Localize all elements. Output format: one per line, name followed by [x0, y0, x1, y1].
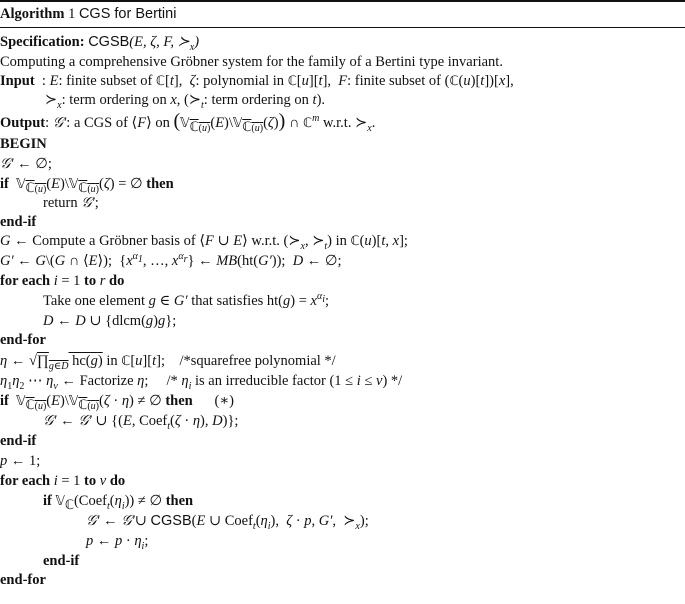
p-init-line: p ← 1; [0, 453, 41, 469]
eta-line: η ← $√\prod_{g\in D}$ hc(g) in ℂ[u][t]; /*squarefree polynomial */ [0, 353, 336, 372]
output-line: Output: 𝒢′: a CGS of ⟨F⟩ on (𝕍$_{ℂ(u)}$(E)\𝕍$_{ℂ(u)}$(ζ)) ∩ ℂ$^m$ w.r.t. $≻_x$. [0, 110, 376, 135]
if-line-2: if 𝕍$_{ℂ(u)}$(E)\𝕍$_{ℂ(u)}$(ζ · η) ≠ ∅ then (∗) [0, 393, 234, 413]
end-for-1: end-for [0, 332, 46, 348]
end-if-1: end-if [0, 214, 37, 230]
take-element-line: Take one element g ∈ G′ that satisfies $ht(g) = x^{\alpha_i}$; [43, 291, 330, 309]
specification-label: Specification: [0, 34, 85, 50]
output-label: Output [0, 115, 46, 131]
algorithm-number: 1 [68, 6, 76, 22]
algorithm-title: CGS for Bertini [78, 6, 177, 22]
caption-rule [0, 27, 685, 28]
input-line-2: $≻_x$: term ordering on x, ($≻_t$: term ordering on t). [45, 92, 326, 111]
begin-keyword: BEGIN [0, 136, 47, 152]
algorithm-caption [0, 5, 176, 23]
return-line-1: return 𝒢′; [43, 195, 99, 211]
recursive-call-line: 𝒢′ ← 𝒢′∪ CGSB(E ∪ $Coef_t(\eta_i)$, ζ · p, G′, $≻_x$); [86, 513, 369, 532]
input-line: Input : E: finite subset of ℂ[t], ζ: polynomial in ℂ[u][t], F: finite subset of (ℂ(u)[t])[x], [0, 73, 514, 89]
end-if-2: end-if [0, 433, 37, 449]
end-if-3: end-if [43, 553, 80, 569]
if-line-1: if 𝕍$_{ℂ(u)}$(E)\𝕍$_{ℂ(u)}$(ζ) = ∅ then [0, 176, 174, 196]
d-update-line: D ← D ∪ {dlcm(g)g}; [43, 313, 177, 329]
input-label: Input [0, 73, 35, 89]
specification-description: Computing a comprehensive Gröbner system for the family of a Bertini type invariant. [0, 54, 503, 70]
top-rule [0, 0, 685, 2]
end-for-2: end-for [0, 572, 46, 588]
p-update-line: p ← $p \cdot \eta_i$; [86, 533, 149, 552]
if-line-3: if $𝕍_ℂ(Coef_t(\eta_i))$ ≠ ∅ then [43, 493, 194, 513]
init-line: 𝒢′ ← ∅; [0, 156, 52, 172]
gprime-line: G′ ← G\(G ∩ ⟨E⟩); {$x^{\alpha_1}$, …, $x^{\alpha_r}$} ← MB(ht(G′)); D ← ∅; [0, 251, 342, 269]
for-line-1: for each i = 1 to r do [0, 273, 125, 289]
algorithm-label: Algorithm [0, 6, 65, 22]
g-union-line: 𝒢′ ← 𝒢′ ∪ {(E, Coef$_t$(ζ · η), D)}; [43, 413, 239, 432]
for-line-2: for each i = 1 to ν do [0, 473, 126, 489]
factorize-line: $\eta_1\eta_2$ ⋯ $\eta_\nu$ ← Factorize η; /* $\eta_i$ is an irreducible factor (1 ≤ i ≤ ν) */ [0, 373, 403, 392]
specification-line: Specification: CGSB(E, ζ, F, $≻_x$) [0, 34, 200, 53]
groebner-line: G ← Compute a Gröbner basis of ⟨F ∪ E⟩ w.r.t. ($≻_x$, $≻_t$) in ℂ(u)[t, x]; [0, 233, 408, 252]
